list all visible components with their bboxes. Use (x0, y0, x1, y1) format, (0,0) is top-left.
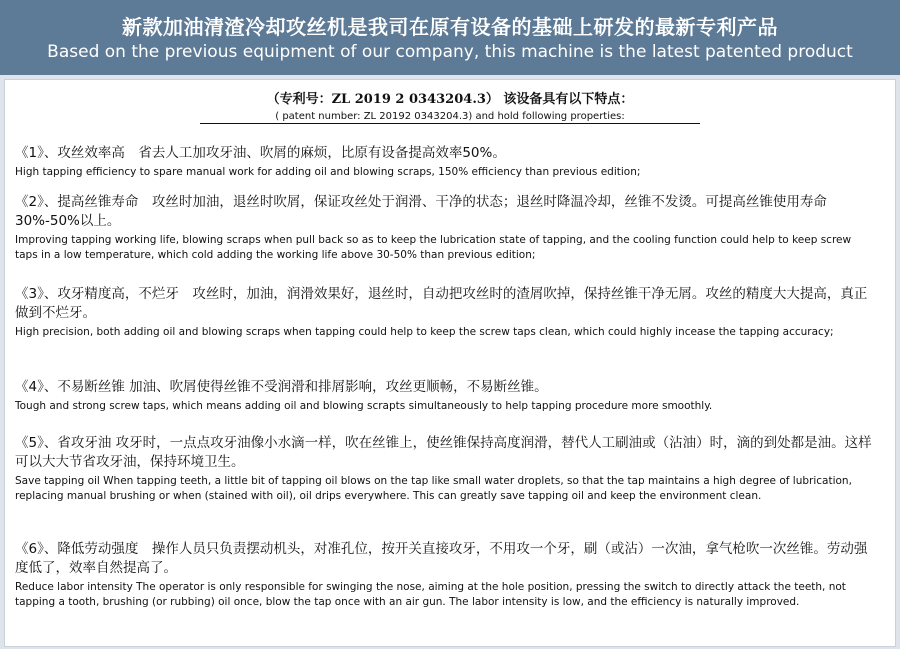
patent-line-en: ( patent number: ZL 20192 0343204.3) and hold following properties: (200, 111, 700, 124)
feature-en: Reduce labor intensity The operator is only responsible for swinging the nose, aiming at the hole position, pressing the switch to directly attack the teeth, not tapping a tooth, brushing (or rubbing) oil once, blow the tap once with an air gun. The labor intensity is low, and the efficiency is naturally improved. (15, 581, 846, 608)
feature-en: Tough and strong screw taps, which means adding oil and blowing scrapts simultaneously to help tapping procedure more smoothly. (15, 400, 713, 412)
feature-cn: 《6》、降低劳动强度 操作人员只负责摆动机头，对准孔位，按开关直接攻牙，不用攻一个牙，刷（或沾）一次油，拿气枪吹一次丝锥。劳动强度低了，效率自然提高了。 (15, 541, 868, 576)
header-title-cn: 新款加油清渣冷却攻丝机是我司在原有设备的基础上研发的最新专利产品 (122, 15, 778, 39)
feature-4 (15, 378, 873, 414)
patent-line-cn: （专利号：ZL 2019 2 0343204.3） 该设备具有以下特点： (266, 92, 634, 107)
feature-en: Improving tapping working life, blowing scraps when pull back so as to keep the lubrication state of tapping, and the cooling function could help to keep screw taps in a low temperature, which cold adding the working life above 30-50% than previous edition; (15, 234, 852, 261)
content-panel (4, 79, 896, 647)
feature-en: Save tapping oil When tapping teeth, a little bit of tapping oil blows on the tap like small water droplets, so that the tap maintains a high degree of lubrication, replacing manual brushing or when (stained with oil), oil drips everywhere. This can greatly save tapping oil and keep the environment clean. (15, 475, 852, 502)
feature-5 (15, 434, 873, 504)
feature-cn: 《2》、提高丝锥寿命 攻丝时加油，退丝时吹屑，保证攻丝处于润滑、干净的状态；退丝时降温冷却，丝锥不发烫。可提高丝锥使用寿命30%-50%以上。 (15, 194, 827, 229)
feature-en: High precision, both adding oil and blowing scraps when tapping could help to keep the screw taps clean, which could highly incease the tapping accuracy; (15, 326, 834, 338)
feature-3 (15, 285, 873, 340)
feature-cn: 《5》、省攻牙油 攻牙时，一点点攻牙油像小水滴一样，吹在丝锥上，使丝锥保持高度润滑，替代人工刷油或（沾油）时，滴的到处都是油。这样可以大大节省攻牙油，保持环境卫生。 (15, 435, 872, 470)
feature-en: High tapping efficiency to spare manual work for adding oil and blowing scraps, 150% efficiency than previous edition; (15, 166, 641, 178)
feature-1 (15, 144, 873, 180)
feature-2 (15, 193, 873, 263)
feature-cn: 《3》、攻牙精度高，不烂牙 攻丝时，加油，润滑效果好，退丝时，自动把攻丝时的渣屑吹掉，保持丝锥干净无屑。攻丝的精度大大提高，真正做到不烂牙。 (15, 286, 868, 321)
feature-6 (15, 540, 873, 610)
feature-cn: 《1》、攻丝效率高 省去人工加攻牙油、吹屑的麻烦，比原有设备提高效率50%。 (15, 145, 506, 161)
header-title-en: Based on the previous equipment of our company, this machine is the latest patented product (47, 42, 853, 62)
feature-cn: 《4》、不易断丝锥 加油、吹屑使得丝锥不受润滑和排屑影响，攻丝更顺畅，不易断丝锥。 (15, 379, 548, 395)
header-banner (0, 0, 900, 75)
